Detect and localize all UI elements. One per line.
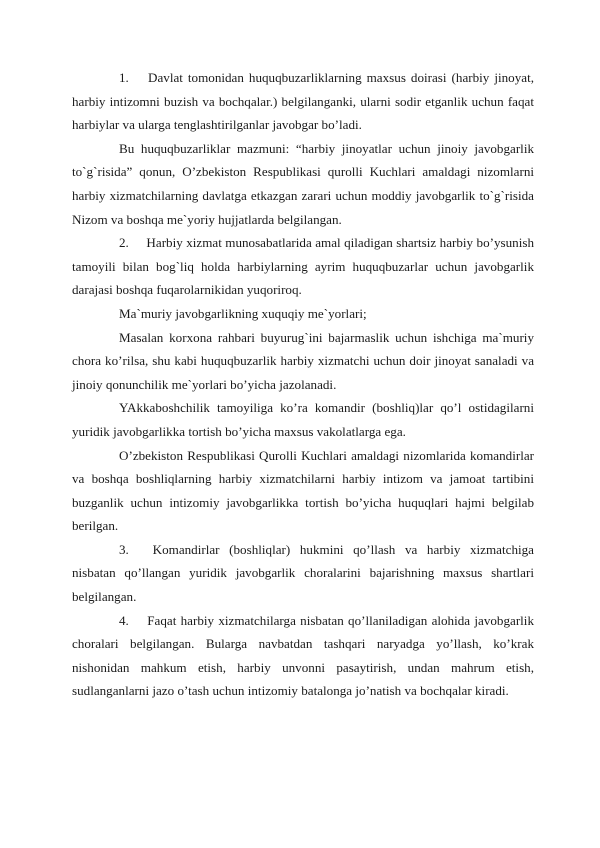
paragraph-1 xyxy=(72,66,534,137)
paragraph-text: YAkkaboshchilik tamoyiliga ko’ra komandir (boshliq)lar qo’l ostidagilarni yuridik javobgarlikka tortish bo’yicha maxsus vakolatlarga ega. xyxy=(72,400,534,439)
paragraph-text: Bu huquqbuzarliklar mazmuni: “harbiy jinoyatlar uchun jinoiy javobgarlik to`g`risida” qonun, O’zbekiston Respublikasi qurolli Kuchlari amaldagi nizomlarni harbiy xizmatchilarning davlatga etkazgan zarari uchun moddiy javobgarlik to`g`risida Nizom va boshqa me`yoriy hujjatlarda belgilangan. xyxy=(72,140,534,227)
paragraph-text: Faqat harbiy xizmatchilarga nisbatan qo’llaniladigan alohida javobgarlik choralari belgilangan. Bularga navbatdan tashqari naryadga yo’llash, ko’krak nishonidan mahkum etish, harbiy unvonni pasaytirish, undan mahrum etish, sudlanganlarni jazo o’tash uchun intizomiy batalonga jo’natish va bochqalar kiradi. xyxy=(72,612,534,699)
paragraph-number: 3. xyxy=(119,541,129,557)
paragraph-9 xyxy=(72,609,534,703)
paragraph-2 xyxy=(72,137,534,231)
paragraph-5 xyxy=(72,326,534,397)
paragraph-4 xyxy=(72,302,534,326)
paragraph-3 xyxy=(72,231,534,302)
paragraph-number: 4. xyxy=(119,612,129,628)
paragraph-text: Davlat tomonidan huquqbuzarliklarning maxsus doirasi (harbiy jinoyat, harbiy intizomni buzish va bochqalar.) belgilanganki, ularni sodir etganlik uchun faqat harbiylar va ularga tenglashtirilganlar javobgar bo’ladi. xyxy=(72,70,534,133)
paragraph-text: Harbiy xizmat munosabatlarida amal qiladigan shartsiz harbiy bo’ysunish tamoyili bilan bog`liq holda harbiylarning ayrim huquqbuzarlar uchun javobgarlik darajasi boshqa fuqarolarnikidan yuqoriroq. xyxy=(72,235,534,298)
paragraph-text: Ma`muriy javobgarlikning xuquqiy me`yorlari; xyxy=(119,305,367,321)
paragraph-8 xyxy=(72,538,534,609)
paragraph-number: 2. xyxy=(119,235,129,251)
paragraph-text: Komandirlar (boshliqlar) hukmini qo’llash va harbiy xizmatchiga nisbatan qo’llangan yuridik javobgarlik choralarini bajarishning maxsus shartlari belgilangan. xyxy=(72,541,534,605)
paragraph-text: O’zbekiston Respublikasi Qurolli Kuchlari amaldagi nizomlarida komandirlar va boshqa boshliqlarning harbiy xizmatchilarni harbiy intizom va jamoat tartibini buzganlik uchun intizomiy javobgarlikka tortish bo’yicha huquqlari hajmi belgilab berilgan. xyxy=(72,447,534,534)
paragraph-7 xyxy=(72,444,534,538)
paragraph-number: 1. xyxy=(119,70,129,85)
document-page xyxy=(72,66,534,703)
paragraph-6 xyxy=(72,396,534,443)
paragraph-text: Masalan korxona rahbari buyurug`ini bajarmaslik uchun ishchiga ma`muriy chora ko’rilsa, shu kabi huquqbuzarlik harbiy xizmatchi uchun doir jinoyat sanaladi va jinoiy qonunchilik me`yorlari bo’yicha jazolanadi. xyxy=(72,329,534,392)
